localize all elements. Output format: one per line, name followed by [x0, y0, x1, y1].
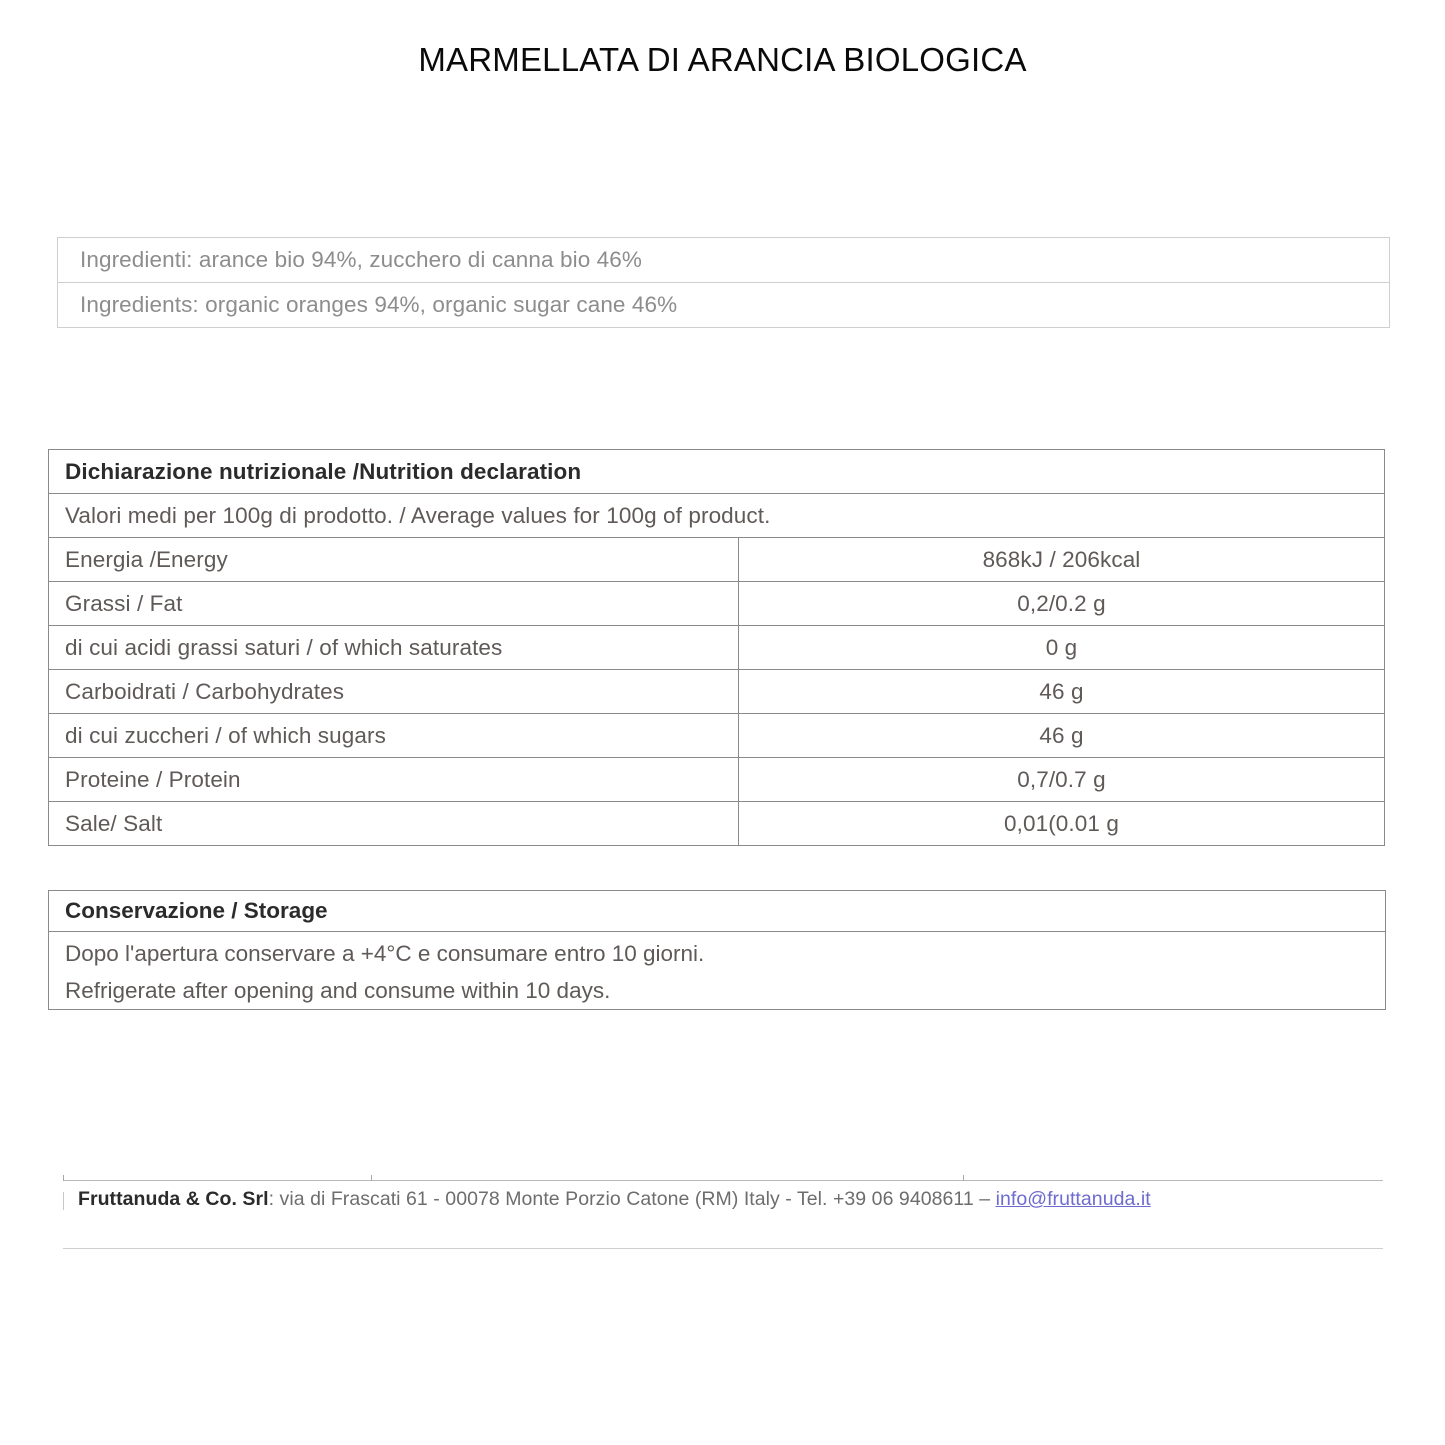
table-row: [49, 626, 1385, 670]
storage-body-row: [49, 932, 1386, 1010]
nutrition-subheader-row: [49, 494, 1385, 538]
footer-left-cell-mark: [63, 1192, 64, 1210]
table-row: [49, 802, 1385, 846]
nutrition-label-energy: Energia /Energy: [49, 538, 739, 582]
nutrition-value-energy: 868kJ / 206kcal: [739, 538, 1385, 582]
footer-top-divider: [63, 1180, 1383, 1181]
table-row: [49, 714, 1385, 758]
storage-table: [48, 890, 1386, 1010]
footer-company-name: Fruttanuda & Co. Srl: [78, 1188, 269, 1210]
storage-body: [49, 932, 1386, 1010]
footer-contact-line: [78, 1188, 1151, 1211]
ingredients-text-italian: Ingredienti: arance bio 94%, zucchero di canna bio 46%: [80, 247, 643, 272]
nutrition-declaration-table: [48, 449, 1385, 846]
ingredients-row-italian: [58, 238, 1389, 283]
nutrition-value-carbohydrates: 46 g: [739, 670, 1385, 714]
nutrition-label-sugars: di cui zuccheri / of which sugars: [49, 714, 739, 758]
table-row: [49, 582, 1385, 626]
nutrition-label-protein: Proteine / Protein: [49, 758, 739, 802]
storage-header-row: [49, 891, 1386, 932]
nutrition-value-protein: 0,7/0.7 g: [739, 758, 1385, 802]
nutrition-value-fat: 0,2/0.2 g: [739, 582, 1385, 626]
storage-heading: Conservazione / Storage: [49, 891, 1386, 932]
nutrition-label-carbohydrates: Carboidrati / Carbohydrates: [49, 670, 739, 714]
footer-address-text: : via di Frascati 61 - 00078 Monte Porzio Catone (RM) Italy - Tel. +39 06 9408611 –: [268, 1188, 996, 1210]
nutrition-value-salt: 0,01(0.01 g: [739, 802, 1385, 846]
footer-bottom-divider: [63, 1248, 1383, 1249]
nutrition-value-sugars: 46 g: [739, 714, 1385, 758]
nutrition-heading: Dichiarazione nutrizionale /Nutrition declaration: [49, 450, 1385, 494]
footer-tick-mark: [371, 1175, 372, 1181]
nutrition-header-row: [49, 450, 1385, 494]
ingredients-text-english: Ingredients: organic oranges 94%, organic sugar cane 46%: [80, 292, 678, 317]
nutrition-label-saturates: di cui acidi grassi saturi / of which saturates: [49, 626, 739, 670]
footer-tick-mark: [63, 1175, 64, 1181]
page-title: MARMELLATA DI ARANCIA BIOLOGICA: [418, 41, 1027, 78]
table-row: [49, 758, 1385, 802]
footer-tick-mark: [963, 1175, 964, 1181]
table-row: [49, 670, 1385, 714]
nutrition-value-saturates: 0 g: [739, 626, 1385, 670]
nutrition-label-salt: Sale/ Salt: [49, 802, 739, 846]
ingredients-row-english: [58, 283, 1389, 327]
footer-email-link[interactable]: info@fruttanuda.it: [995, 1188, 1151, 1210]
nutrition-label-fat: Grassi / Fat: [49, 582, 739, 626]
nutrition-subheading: Valori medi per 100g di prodotto. / Average values for 100g of product.: [49, 494, 1385, 538]
storage-line-english: Refrigerate after opening and consume within 10 days.: [65, 977, 611, 1003]
storage-line-italian: Dopo l'apertura conservare a +4°C e consumare entro 10 giorni.: [65, 940, 705, 966]
table-row: [49, 538, 1385, 582]
ingredients-box: [57, 237, 1390, 328]
